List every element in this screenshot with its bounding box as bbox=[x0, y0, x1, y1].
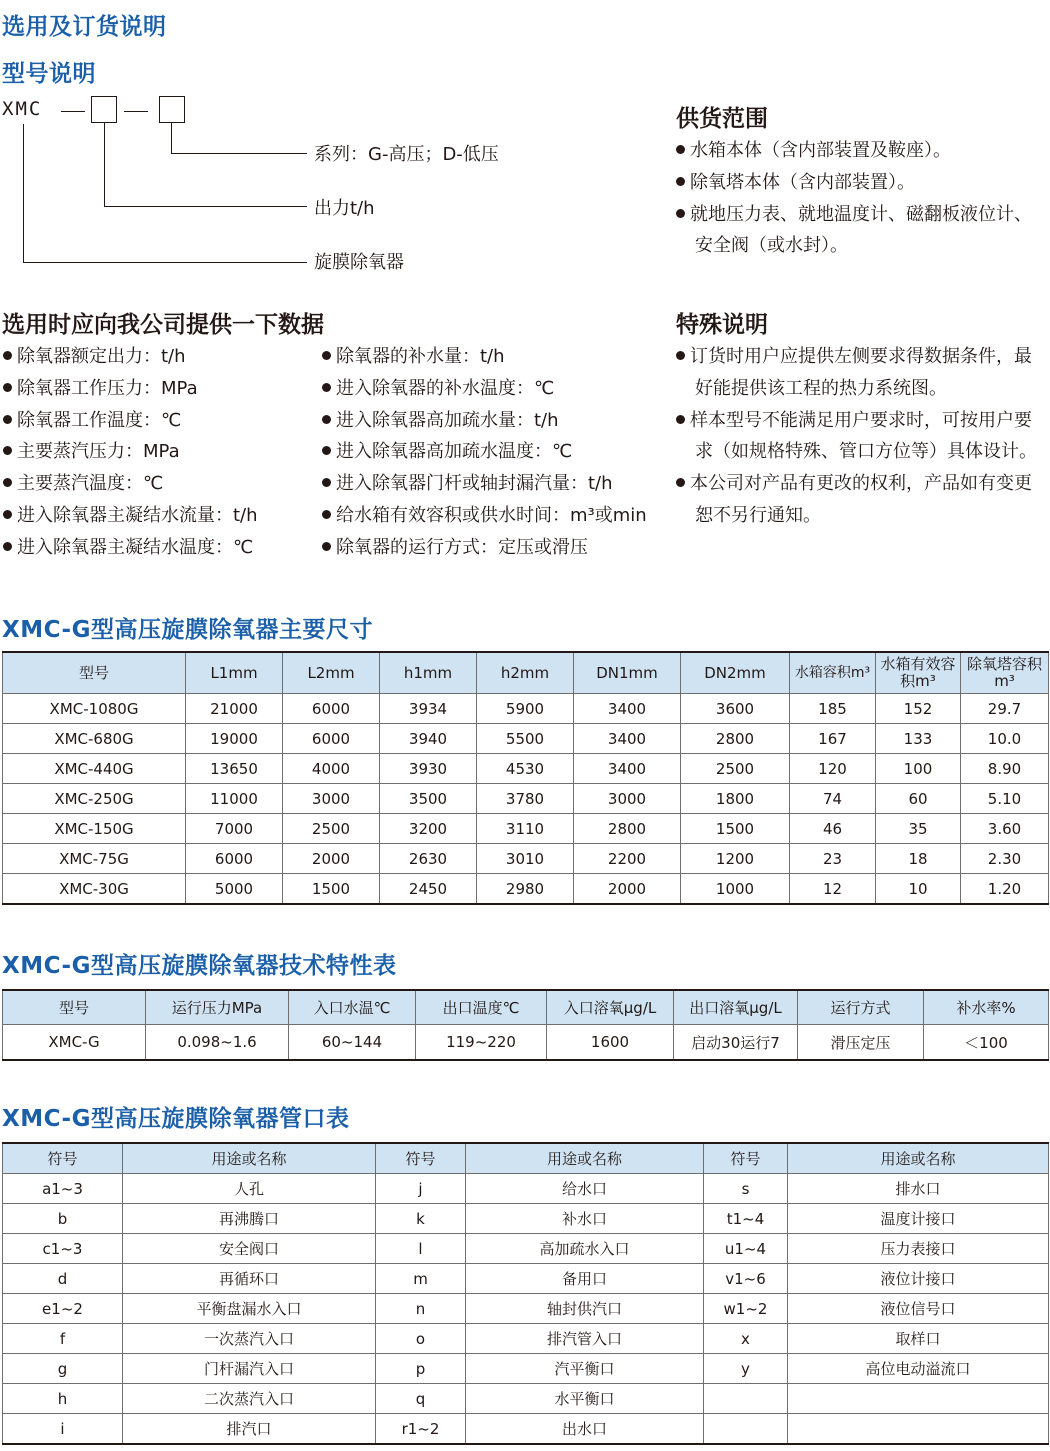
tech-body bbox=[3, 1025, 1049, 1061]
dim-col-dn2: DN2mm bbox=[681, 652, 790, 694]
dim-header-row bbox=[3, 652, 1049, 694]
special-item: 订货时用户应提供左侧要求得数据条件，最 bbox=[676, 341, 1037, 373]
dim-cell: 19000 bbox=[186, 724, 283, 754]
dim-col-l2: L2mm bbox=[283, 652, 380, 694]
dim-cell: XMC-75G bbox=[3, 844, 186, 874]
dim-cell: 3930 bbox=[380, 754, 477, 784]
bullet-icon bbox=[676, 415, 685, 424]
table-row bbox=[3, 754, 1049, 784]
supply-item: 除氧塔本体（含内部装置）。 bbox=[676, 167, 1032, 199]
dim-cell: 5.10 bbox=[961, 784, 1049, 814]
ports-cell: b bbox=[3, 1204, 123, 1234]
bullet-icon bbox=[676, 478, 685, 487]
dim-cell: 2.30 bbox=[961, 844, 1049, 874]
ports-cell: g bbox=[3, 1354, 123, 1384]
ports-col-symbol: 符号 bbox=[376, 1143, 466, 1174]
provide-item: 进入除氧器主凝结水流量：t/h bbox=[3, 500, 258, 532]
bullet-icon bbox=[3, 383, 12, 392]
dim-cell: 3110 bbox=[477, 814, 574, 844]
table-row bbox=[3, 1234, 1049, 1264]
dim-cell: 3010 bbox=[477, 844, 574, 874]
dim-cell: 185 bbox=[790, 694, 876, 724]
ports-cell: e1~2 bbox=[3, 1294, 123, 1324]
special-item-continued: 恕不另行通知。 bbox=[695, 504, 821, 526]
output-label: 出力t/h bbox=[314, 198, 375, 219]
ports-header-row bbox=[3, 1143, 1049, 1174]
ports-cell: n bbox=[376, 1294, 466, 1324]
ports-cell: 再沸腾口 bbox=[123, 1204, 376, 1234]
dim-cell: XMC-150G bbox=[3, 814, 186, 844]
table-row bbox=[3, 1384, 1049, 1414]
provide-list-right bbox=[322, 341, 647, 564]
dim-cell: 2000 bbox=[574, 874, 681, 905]
model-desc-heading: 型号说明 bbox=[2, 61, 96, 87]
ports-cell: 水平衡口 bbox=[466, 1384, 704, 1414]
dim-cell: XMC-440G bbox=[3, 754, 186, 784]
ports-cell bbox=[704, 1384, 788, 1414]
dim-cell: 7000 bbox=[186, 814, 283, 844]
dim-cell: 18 bbox=[876, 844, 961, 874]
ports-cell bbox=[704, 1414, 788, 1445]
dim-col-effective-volume: 水箱有效容积m³ bbox=[876, 652, 961, 694]
tech-cell: 启动30运行7 bbox=[674, 1025, 798, 1061]
table-row bbox=[3, 1204, 1049, 1234]
dim-cell: 6000 bbox=[283, 694, 380, 724]
ports-cell: y bbox=[704, 1354, 788, 1384]
dim-cell: 23 bbox=[790, 844, 876, 874]
ports-cell: 排水口 bbox=[788, 1174, 1049, 1204]
dim-cell: 2500 bbox=[681, 754, 790, 784]
provide-heading: 选用时应向我公司提供一下数据 bbox=[2, 312, 324, 338]
selection-heading: 选用及订货说明 bbox=[2, 14, 167, 40]
bullet-icon bbox=[676, 209, 685, 218]
bullet-icon bbox=[3, 415, 12, 424]
provide-item: 除氧器额定出力：t/h bbox=[3, 341, 258, 373]
dim-cell: 120 bbox=[790, 754, 876, 784]
ports-cell bbox=[788, 1384, 1049, 1414]
ports-cell: k bbox=[376, 1204, 466, 1234]
bullet-icon bbox=[3, 351, 12, 360]
ports-table bbox=[2, 1142, 1049, 1445]
provide-item: 除氧器的补水量：t/h bbox=[322, 341, 647, 373]
dim-cell: 46 bbox=[790, 814, 876, 844]
dim-cell: 3400 bbox=[574, 694, 681, 724]
dim-cell: 1800 bbox=[681, 784, 790, 814]
ports-col-symbol: 符号 bbox=[3, 1143, 123, 1174]
ports-cell: o bbox=[376, 1324, 466, 1354]
special-heading: 特殊说明 bbox=[676, 312, 768, 338]
tech-cell: ＜100 bbox=[924, 1025, 1049, 1061]
tech-cell: 1600 bbox=[547, 1025, 674, 1061]
bullet-icon bbox=[3, 510, 12, 519]
tech-heading: XMC-G型高压旋膜除氧器技术特性表 bbox=[2, 953, 397, 979]
ports-cell: 取样口 bbox=[788, 1324, 1049, 1354]
dim-cell: 2980 bbox=[477, 874, 574, 905]
dim-col-l1: L1mm bbox=[186, 652, 283, 694]
table-row bbox=[3, 844, 1049, 874]
output-leader-v bbox=[104, 123, 105, 206]
dim-col-dn1: DN1mm bbox=[574, 652, 681, 694]
provide-item: 进入除氧器高加疏水量：t/h bbox=[322, 405, 647, 437]
dim-cell: 2800 bbox=[681, 724, 790, 754]
ports-cell: 二次蒸汽入口 bbox=[123, 1384, 376, 1414]
provide-item: 除氧器的运行方式：定压或滑压 bbox=[322, 532, 647, 564]
dim-cell: 29.7 bbox=[961, 694, 1049, 724]
dim-col-h1: h1mm bbox=[380, 652, 477, 694]
dim-cell: XMC-1080G bbox=[3, 694, 186, 724]
supply-list bbox=[676, 135, 1032, 262]
dim-cell: 2000 bbox=[283, 844, 380, 874]
dim-cell: 2630 bbox=[380, 844, 477, 874]
dim-cell: 3780 bbox=[477, 784, 574, 814]
ports-cell: 备用口 bbox=[466, 1264, 704, 1294]
dim-body bbox=[3, 694, 1049, 905]
ports-cell: r1~2 bbox=[376, 1414, 466, 1445]
ports-cell: 轴封供汽口 bbox=[466, 1294, 704, 1324]
ports-cell: t1~4 bbox=[704, 1204, 788, 1234]
dim-cell: 1500 bbox=[283, 874, 380, 905]
ports-cell: w1~2 bbox=[704, 1294, 788, 1324]
tech-col-inlet-oxygen: 入口溶氧μg/L bbox=[547, 990, 674, 1025]
ports-cell: 温度计接口 bbox=[788, 1204, 1049, 1234]
provide-item: 进入除氧器主凝结水温度：℃ bbox=[3, 532, 258, 564]
dim-cell: 10 bbox=[876, 874, 961, 905]
dim-cell: 2800 bbox=[574, 814, 681, 844]
model-code: XMC bbox=[2, 98, 43, 120]
ports-cell: a1~3 bbox=[3, 1174, 123, 1204]
ports-col-symbol: 符号 bbox=[704, 1143, 788, 1174]
dim-cell: 3000 bbox=[574, 784, 681, 814]
dim-cell: 10.0 bbox=[961, 724, 1049, 754]
ports-cell: 门杆漏汽入口 bbox=[123, 1354, 376, 1384]
ports-cell: j bbox=[376, 1174, 466, 1204]
ports-cell: 再循环口 bbox=[123, 1264, 376, 1294]
bullet-icon bbox=[3, 478, 12, 487]
ports-cell: 液位信号口 bbox=[788, 1294, 1049, 1324]
provide-item: 进入除氧器的补水温度：℃ bbox=[322, 373, 647, 405]
output-leader-h bbox=[104, 206, 307, 207]
dim-cell: 1500 bbox=[681, 814, 790, 844]
tech-header-row bbox=[3, 990, 1049, 1025]
table-row bbox=[3, 1324, 1049, 1354]
dim-cell: 152 bbox=[876, 694, 961, 724]
tech-cell: XMC-G bbox=[3, 1025, 146, 1061]
name-label: 旋膜除氧器 bbox=[314, 252, 404, 273]
special-list bbox=[676, 341, 1037, 532]
provide-item: 除氧器工作压力：MPa bbox=[3, 373, 258, 405]
ports-cell: 排汽口 bbox=[123, 1414, 376, 1445]
provide-list-left bbox=[3, 341, 258, 564]
bullet-icon bbox=[322, 478, 331, 487]
dim-cell: 1200 bbox=[681, 844, 790, 874]
provide-item: 进入除氧器高加疏水温度：℃ bbox=[322, 436, 647, 468]
dim-cell: 5000 bbox=[186, 874, 283, 905]
bullet-icon bbox=[322, 542, 331, 551]
table-row bbox=[3, 784, 1049, 814]
table-row bbox=[3, 1294, 1049, 1324]
dim-cell: 100 bbox=[876, 754, 961, 784]
dim-cell: 12 bbox=[790, 874, 876, 905]
bullet-icon bbox=[676, 351, 685, 360]
table-row bbox=[3, 1354, 1049, 1384]
dim-cell: 3934 bbox=[380, 694, 477, 724]
ports-body bbox=[3, 1174, 1049, 1445]
tech-col-model: 型号 bbox=[3, 990, 146, 1025]
supply-item: 就地压力表、就地温度计、磁翻板液位计、 bbox=[676, 199, 1032, 231]
ports-cell: 平衡盘漏水入口 bbox=[123, 1294, 376, 1324]
provide-item: 主要蒸汽温度：℃ bbox=[3, 468, 258, 500]
ports-cell: 高加疏水入口 bbox=[466, 1234, 704, 1264]
dim-cell: 4530 bbox=[477, 754, 574, 784]
dim-cell: 13650 bbox=[186, 754, 283, 784]
name-leader-v bbox=[23, 124, 24, 262]
ports-cell: h bbox=[3, 1384, 123, 1414]
table-row bbox=[3, 1414, 1049, 1445]
ports-cell: s bbox=[704, 1174, 788, 1204]
ports-col-name: 用途或名称 bbox=[123, 1143, 376, 1174]
bullet-icon bbox=[322, 351, 331, 360]
dim-cell: XMC-30G bbox=[3, 874, 186, 905]
series-box bbox=[159, 96, 185, 123]
ports-cell: f bbox=[3, 1324, 123, 1354]
dim-cell: 6000 bbox=[186, 844, 283, 874]
dim-cell: 6000 bbox=[283, 724, 380, 754]
dim-cell: 3500 bbox=[380, 784, 477, 814]
ports-cell: i bbox=[3, 1414, 123, 1445]
table-row bbox=[3, 724, 1049, 754]
bullet-icon bbox=[322, 446, 331, 455]
tech-table bbox=[2, 989, 1049, 1061]
ports-cell: d bbox=[3, 1264, 123, 1294]
dim-cell: 3000 bbox=[283, 784, 380, 814]
special-item: 样本型号不能满足用户要求时，可按用户要 bbox=[676, 405, 1037, 437]
dim-cell: 74 bbox=[790, 784, 876, 814]
ports-cell: x bbox=[704, 1324, 788, 1354]
series-leader-h bbox=[171, 153, 307, 154]
dim-col-tower-volume: 除氧塔容积m³ bbox=[961, 652, 1049, 694]
special-item-continued: 求（如规格特殊、管口方位等）具体设计。 bbox=[695, 441, 1037, 463]
dim-cell: 35 bbox=[876, 814, 961, 844]
special-item: 本公司对产品有更改的权利，产品如有变更 bbox=[676, 468, 1037, 500]
ports-cell: q bbox=[376, 1384, 466, 1414]
table-row bbox=[3, 1174, 1049, 1204]
ports-cell: 一次蒸汽入口 bbox=[123, 1324, 376, 1354]
dim-cell: 11000 bbox=[186, 784, 283, 814]
bullet-icon bbox=[3, 446, 12, 455]
ports-cell bbox=[788, 1414, 1049, 1445]
ports-cell: 补水口 bbox=[466, 1204, 704, 1234]
bullet-icon bbox=[3, 542, 12, 551]
ports-cell: c1~3 bbox=[3, 1234, 123, 1264]
ports-cell: 液位计接口 bbox=[788, 1264, 1049, 1294]
dim-cell: 3400 bbox=[574, 754, 681, 784]
ports-cell: 高位电动溢流口 bbox=[788, 1354, 1049, 1384]
bullet-icon bbox=[676, 177, 685, 186]
table-row bbox=[3, 1264, 1049, 1294]
table-row bbox=[3, 694, 1049, 724]
tech-col-outlet-temp: 出口温度℃ bbox=[416, 990, 547, 1025]
ports-cell: l bbox=[376, 1234, 466, 1264]
ports-cell: v1~6 bbox=[704, 1264, 788, 1294]
dim-cell: 3200 bbox=[380, 814, 477, 844]
series-label: 系列：G-高压；D-低压 bbox=[314, 144, 499, 165]
output-box bbox=[91, 96, 117, 123]
series-leader-v bbox=[171, 123, 172, 153]
dim-cell: XMC-250G bbox=[3, 784, 186, 814]
ports-cell: u1~4 bbox=[704, 1234, 788, 1264]
provide-item: 进入除氧器门杆或轴封漏汽量：t/h bbox=[322, 468, 647, 500]
bullet-icon bbox=[676, 145, 685, 154]
provide-item: 主要蒸汽压力：MPa bbox=[3, 436, 258, 468]
ports-cell: 排汽管入口 bbox=[466, 1324, 704, 1354]
special-item-continued: 好能提供该工程的热力系统图。 bbox=[695, 377, 947, 399]
dim-cell: 3940 bbox=[380, 724, 477, 754]
supply-item: 水箱本体（含内部装置及鞍座）。 bbox=[676, 135, 1032, 167]
name-leader-h bbox=[23, 262, 307, 263]
dim-cell: 2200 bbox=[574, 844, 681, 874]
dim-cell: 60 bbox=[876, 784, 961, 814]
supply-heading: 供货范围 bbox=[676, 106, 768, 132]
ports-cell: 安全阀口 bbox=[123, 1234, 376, 1264]
dim-cell: 3400 bbox=[574, 724, 681, 754]
dim-cell: 8.90 bbox=[961, 754, 1049, 784]
bullet-icon bbox=[322, 383, 331, 392]
dash-2 bbox=[124, 111, 148, 112]
bullet-icon bbox=[322, 415, 331, 424]
dim-cell: 2500 bbox=[283, 814, 380, 844]
supply-item-continued: 安全阀（或水封）。 bbox=[695, 235, 848, 257]
ports-cell: 给水口 bbox=[466, 1174, 704, 1204]
tech-col-mode: 运行方式 bbox=[798, 990, 924, 1025]
dim-cell: 4000 bbox=[283, 754, 380, 784]
tech-col-outlet-oxygen: 出口溶氧μg/L bbox=[674, 990, 798, 1025]
ports-cell: 压力表接口 bbox=[788, 1234, 1049, 1264]
dim-cell: 3600 bbox=[681, 694, 790, 724]
dim-cell: 1.20 bbox=[961, 874, 1049, 905]
dimensions-table bbox=[2, 651, 1049, 905]
ports-cell: 汽平衡口 bbox=[466, 1354, 704, 1384]
dim-col-model: 型号 bbox=[3, 652, 186, 694]
tech-cell: 119~220 bbox=[416, 1025, 547, 1061]
table-row bbox=[3, 1025, 1049, 1061]
dimensions-heading: XMC-G型高压旋膜除氧器主要尺寸 bbox=[2, 617, 373, 643]
provide-item: 除氧器工作温度：℃ bbox=[3, 405, 258, 437]
tech-col-pressure: 运行压力MPa bbox=[146, 990, 289, 1025]
tech-cell: 60~144 bbox=[289, 1025, 416, 1061]
tech-cell: 滑压定压 bbox=[798, 1025, 924, 1061]
provide-item: 给水箱有效容积或供水时间：m³或min bbox=[322, 500, 647, 532]
dim-cell: 167 bbox=[790, 724, 876, 754]
ports-cell: 人孔 bbox=[123, 1174, 376, 1204]
dim-cell: 2450 bbox=[380, 874, 477, 905]
ports-cell: 出水口 bbox=[466, 1414, 704, 1445]
dash-1 bbox=[61, 111, 85, 112]
dim-col-h2: h2mm bbox=[477, 652, 574, 694]
dim-col-tank-volume: 水箱容积m³ bbox=[790, 652, 876, 694]
tech-col-makeup-rate: 补水率% bbox=[924, 990, 1049, 1025]
bullet-icon bbox=[322, 510, 331, 519]
ports-heading: XMC-G型高压旋膜除氧器管口表 bbox=[2, 1106, 350, 1132]
dim-cell: 133 bbox=[876, 724, 961, 754]
dim-cell: 1000 bbox=[681, 874, 790, 905]
tech-cell: 0.098~1.6 bbox=[146, 1025, 289, 1061]
dim-cell: 5500 bbox=[477, 724, 574, 754]
ports-cell: p bbox=[376, 1354, 466, 1384]
dim-cell: XMC-680G bbox=[3, 724, 186, 754]
ports-col-name: 用途或名称 bbox=[788, 1143, 1049, 1174]
dim-cell: 5900 bbox=[477, 694, 574, 724]
table-row bbox=[3, 814, 1049, 844]
tech-col-inlet-temp: 入口水温℃ bbox=[289, 990, 416, 1025]
ports-col-name: 用途或名称 bbox=[466, 1143, 704, 1174]
table-row bbox=[3, 874, 1049, 905]
dim-cell: 3.60 bbox=[961, 814, 1049, 844]
ports-cell: m bbox=[376, 1264, 466, 1294]
dim-cell: 21000 bbox=[186, 694, 283, 724]
